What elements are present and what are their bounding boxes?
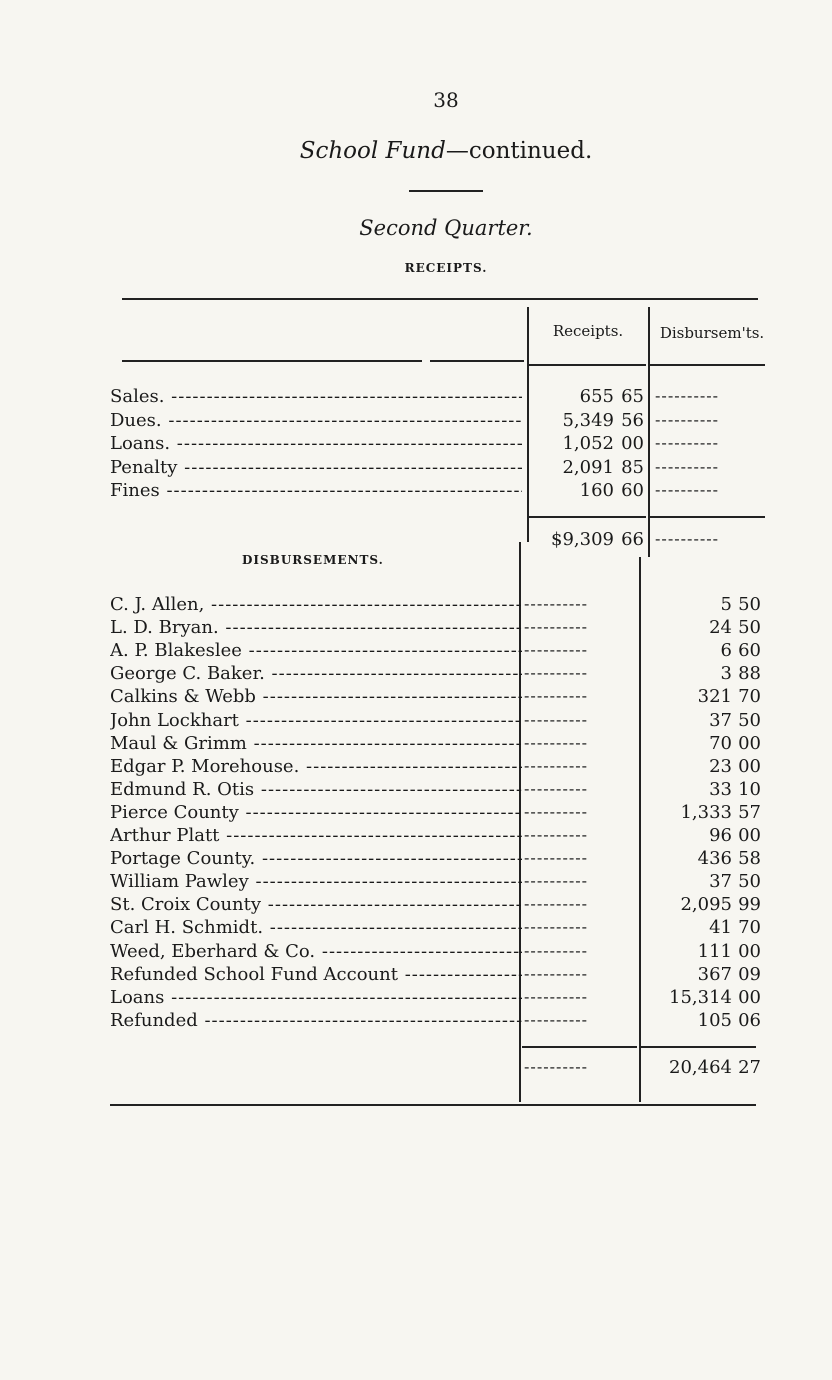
row-dollars: 2,091: [562, 456, 614, 478]
disbursements-heading: DISBURSEMENTS.: [242, 553, 384, 567]
row-label: Weed, Eberhard & Co. -----: [110, 941, 522, 962]
row-dollars: 3: [720, 663, 732, 685]
row-label: L. D. Bryan. -----: [110, 617, 522, 638]
receipts-total-row: [0, 529, 832, 552]
dash-fill: ----------: [524, 801, 589, 821]
header-underline-receipts: [529, 364, 646, 366]
disbursement-row: [0, 987, 832, 1010]
receipts-subtotal-rule: [529, 516, 646, 518]
row-dollars: 5,349: [562, 409, 614, 431]
dash-fill: ----------: [524, 986, 589, 1006]
row-cents: 60: [621, 480, 644, 501]
receipts-heading: RECEIPTS.: [404, 261, 488, 275]
dash-fill: ----------: [524, 917, 589, 937]
row-dollars: 37: [709, 709, 732, 731]
row-cents: 50: [738, 709, 761, 731]
row-label: Sales. -----: [110, 386, 522, 407]
row-cents: 10: [738, 778, 761, 800]
disbursement-row: [0, 1010, 832, 1033]
row-cents: 00: [738, 755, 761, 777]
dash-fill: ----------: [655, 386, 720, 405]
disbursement-row: [0, 663, 832, 686]
row-label: Dues. -----: [110, 410, 522, 431]
disbursement-row: [0, 756, 832, 779]
disbursement-row: [0, 802, 832, 825]
row-dollars: 1,052: [562, 433, 614, 454]
row-dollars: 1,333: [680, 801, 732, 823]
title-italic: School Fund: [299, 138, 446, 164]
row-dollars: 23: [709, 755, 732, 777]
row-cents: 88: [738, 663, 761, 685]
row-label: Pierce County -----: [110, 802, 522, 823]
section-subtitle: Second Quarter.: [359, 216, 533, 240]
dash-fill: ----------: [524, 940, 589, 960]
row-cents: 50: [738, 594, 761, 615]
row-dollars: 321: [697, 686, 732, 708]
row-label: Refunded School Fund Account -----: [110, 964, 522, 985]
receipt-row: [0, 433, 832, 456]
page-number: 38: [433, 88, 459, 112]
row-dollars: 15,314: [669, 986, 732, 1008]
disbursement-row: [0, 871, 832, 894]
dash-fill: ----------: [524, 617, 589, 637]
dash-fill: ----------: [524, 894, 589, 914]
row-dollars: 111: [697, 940, 732, 962]
row-label: Penalty -----: [110, 457, 522, 478]
dash-fill: ----------: [655, 433, 720, 452]
dash-fill: ----------: [655, 529, 720, 548]
disbursement-row: [0, 825, 832, 848]
receipts-total-cents: 66: [621, 529, 644, 550]
row-cents: 85: [621, 456, 644, 478]
disbursements-subtotal-rule-rec: [522, 1046, 637, 1048]
disbursement-row: [0, 617, 832, 640]
disbursements-subtotal-rule: [641, 1046, 756, 1048]
dash-fill: ----------: [524, 848, 589, 868]
row-cents: 57: [738, 801, 761, 823]
row-dollars: 24: [709, 617, 732, 639]
dash-fill: ----------: [655, 456, 720, 476]
dash-fill: ----------: [524, 1057, 589, 1076]
row-label: Portage County. -----: [110, 848, 522, 869]
row-cents: 70: [738, 917, 761, 939]
column-header-receipts: Receipts.: [552, 322, 624, 340]
dash-fill: ----------: [655, 409, 720, 429]
disbursement-row: [0, 710, 832, 733]
row-dollars: 367: [697, 963, 732, 985]
page-title: [0, 138, 832, 164]
receipts-subtotal-rule-dis: [650, 516, 765, 518]
row-cents: 60: [738, 640, 761, 662]
dash-fill: ----------: [524, 963, 589, 983]
row-cents: 09: [738, 963, 761, 985]
row-cents: 99: [738, 894, 761, 916]
disbursement-row: [0, 779, 832, 802]
row-label: Loans -----: [110, 987, 522, 1008]
row-label: Edgar P. Morehouse. -----: [110, 756, 522, 777]
disbursement-row: [0, 941, 832, 964]
header-underline-label-2: [430, 360, 524, 362]
row-dollars: 160: [579, 480, 614, 501]
disbursement-row: [0, 894, 832, 917]
table-top-rule: [122, 298, 758, 300]
row-label: Arthur Platt -----: [110, 825, 522, 846]
row-dollars: 37: [709, 871, 732, 893]
dash-fill: ----------: [524, 663, 589, 683]
dash-fill: ----------: [524, 778, 589, 798]
row-cents: 00: [738, 940, 761, 962]
row-label: John Lockhart -----: [110, 710, 522, 731]
receipt-row: [0, 386, 832, 409]
disbursement-row: [0, 594, 832, 617]
row-cents: 50: [738, 871, 761, 893]
row-dollars: 6: [720, 640, 732, 662]
row-cents: 00: [738, 732, 761, 754]
row-cents: 58: [738, 848, 761, 870]
receipt-row: [0, 410, 832, 433]
row-cents: 00: [621, 433, 644, 454]
title-divider: [409, 190, 483, 192]
row-dollars: 655: [579, 386, 614, 407]
row-cents: 50: [738, 617, 761, 639]
dash-fill: ----------: [524, 686, 589, 706]
row-dollars: 96: [709, 825, 732, 846]
dash-fill: ----------: [524, 640, 589, 660]
row-label: St. Croix County -----: [110, 894, 522, 915]
disbursement-row: [0, 917, 832, 940]
row-label: Fines -----: [110, 480, 522, 501]
dash-fill: ----------: [524, 1009, 589, 1029]
row-dollars: 436: [697, 848, 732, 870]
row-cents: 00: [738, 825, 761, 846]
dash-fill: ----------: [524, 755, 589, 775]
disbursement-row: [0, 686, 832, 709]
dash-fill: ----------: [524, 825, 589, 844]
row-label: C. J. Allen, -----: [110, 594, 522, 615]
row-label: A. P. Blakeslee -----: [110, 640, 522, 661]
dash-fill: ----------: [524, 709, 589, 729]
dash-fill: ----------: [524, 594, 589, 613]
row-cents: 06: [738, 1009, 761, 1031]
receipt-row: [0, 480, 832, 503]
row-dollars: 2,095: [680, 894, 732, 916]
row-dollars: 70: [709, 732, 732, 754]
table-bottom-rule: [110, 1104, 756, 1106]
disbursements-total-row: [0, 1057, 832, 1080]
row-dollars: 33: [709, 778, 732, 800]
row-cents: 00: [738, 986, 761, 1008]
receipts-total-dollars: $9,309: [551, 529, 614, 550]
header-underline-label: [122, 360, 422, 362]
disbursements-total-cents: 27: [738, 1057, 761, 1078]
disbursement-row: [0, 640, 832, 663]
row-label: George C. Baker. -----: [110, 663, 522, 684]
row-label: Edmund R. Otis -----: [110, 779, 522, 800]
row-dollars: 41: [709, 917, 732, 939]
title-rest: —continued.: [445, 138, 593, 164]
disbursement-row: [0, 848, 832, 871]
row-label: Calkins & Webb -----: [110, 686, 522, 707]
header-underline-disbursements: [650, 364, 765, 366]
row-label: Carl H. Schmidt. -----: [110, 917, 522, 938]
row-label: Loans. -----: [110, 433, 522, 454]
row-label: William Pawley -----: [110, 871, 522, 892]
dash-fill: ----------: [655, 480, 720, 499]
dash-fill: ----------: [524, 871, 589, 891]
receipt-row: [0, 457, 832, 480]
row-cents: 65: [621, 386, 644, 407]
row-cents: 56: [621, 409, 644, 431]
disbursements-total-dollars: 20,464: [669, 1057, 732, 1078]
disbursement-row: [0, 964, 832, 987]
row-dollars: 5: [720, 594, 732, 615]
row-label: Maul & Grimm -----: [110, 733, 522, 754]
row-dollars: 105: [697, 1009, 732, 1031]
dash-fill: ----------: [524, 732, 589, 752]
column-header-disbursements: Disbursem'ts.: [659, 324, 765, 342]
row-cents: 70: [738, 686, 761, 708]
row-label: Refunded -----: [110, 1010, 522, 1031]
disbursement-row: [0, 733, 832, 756]
